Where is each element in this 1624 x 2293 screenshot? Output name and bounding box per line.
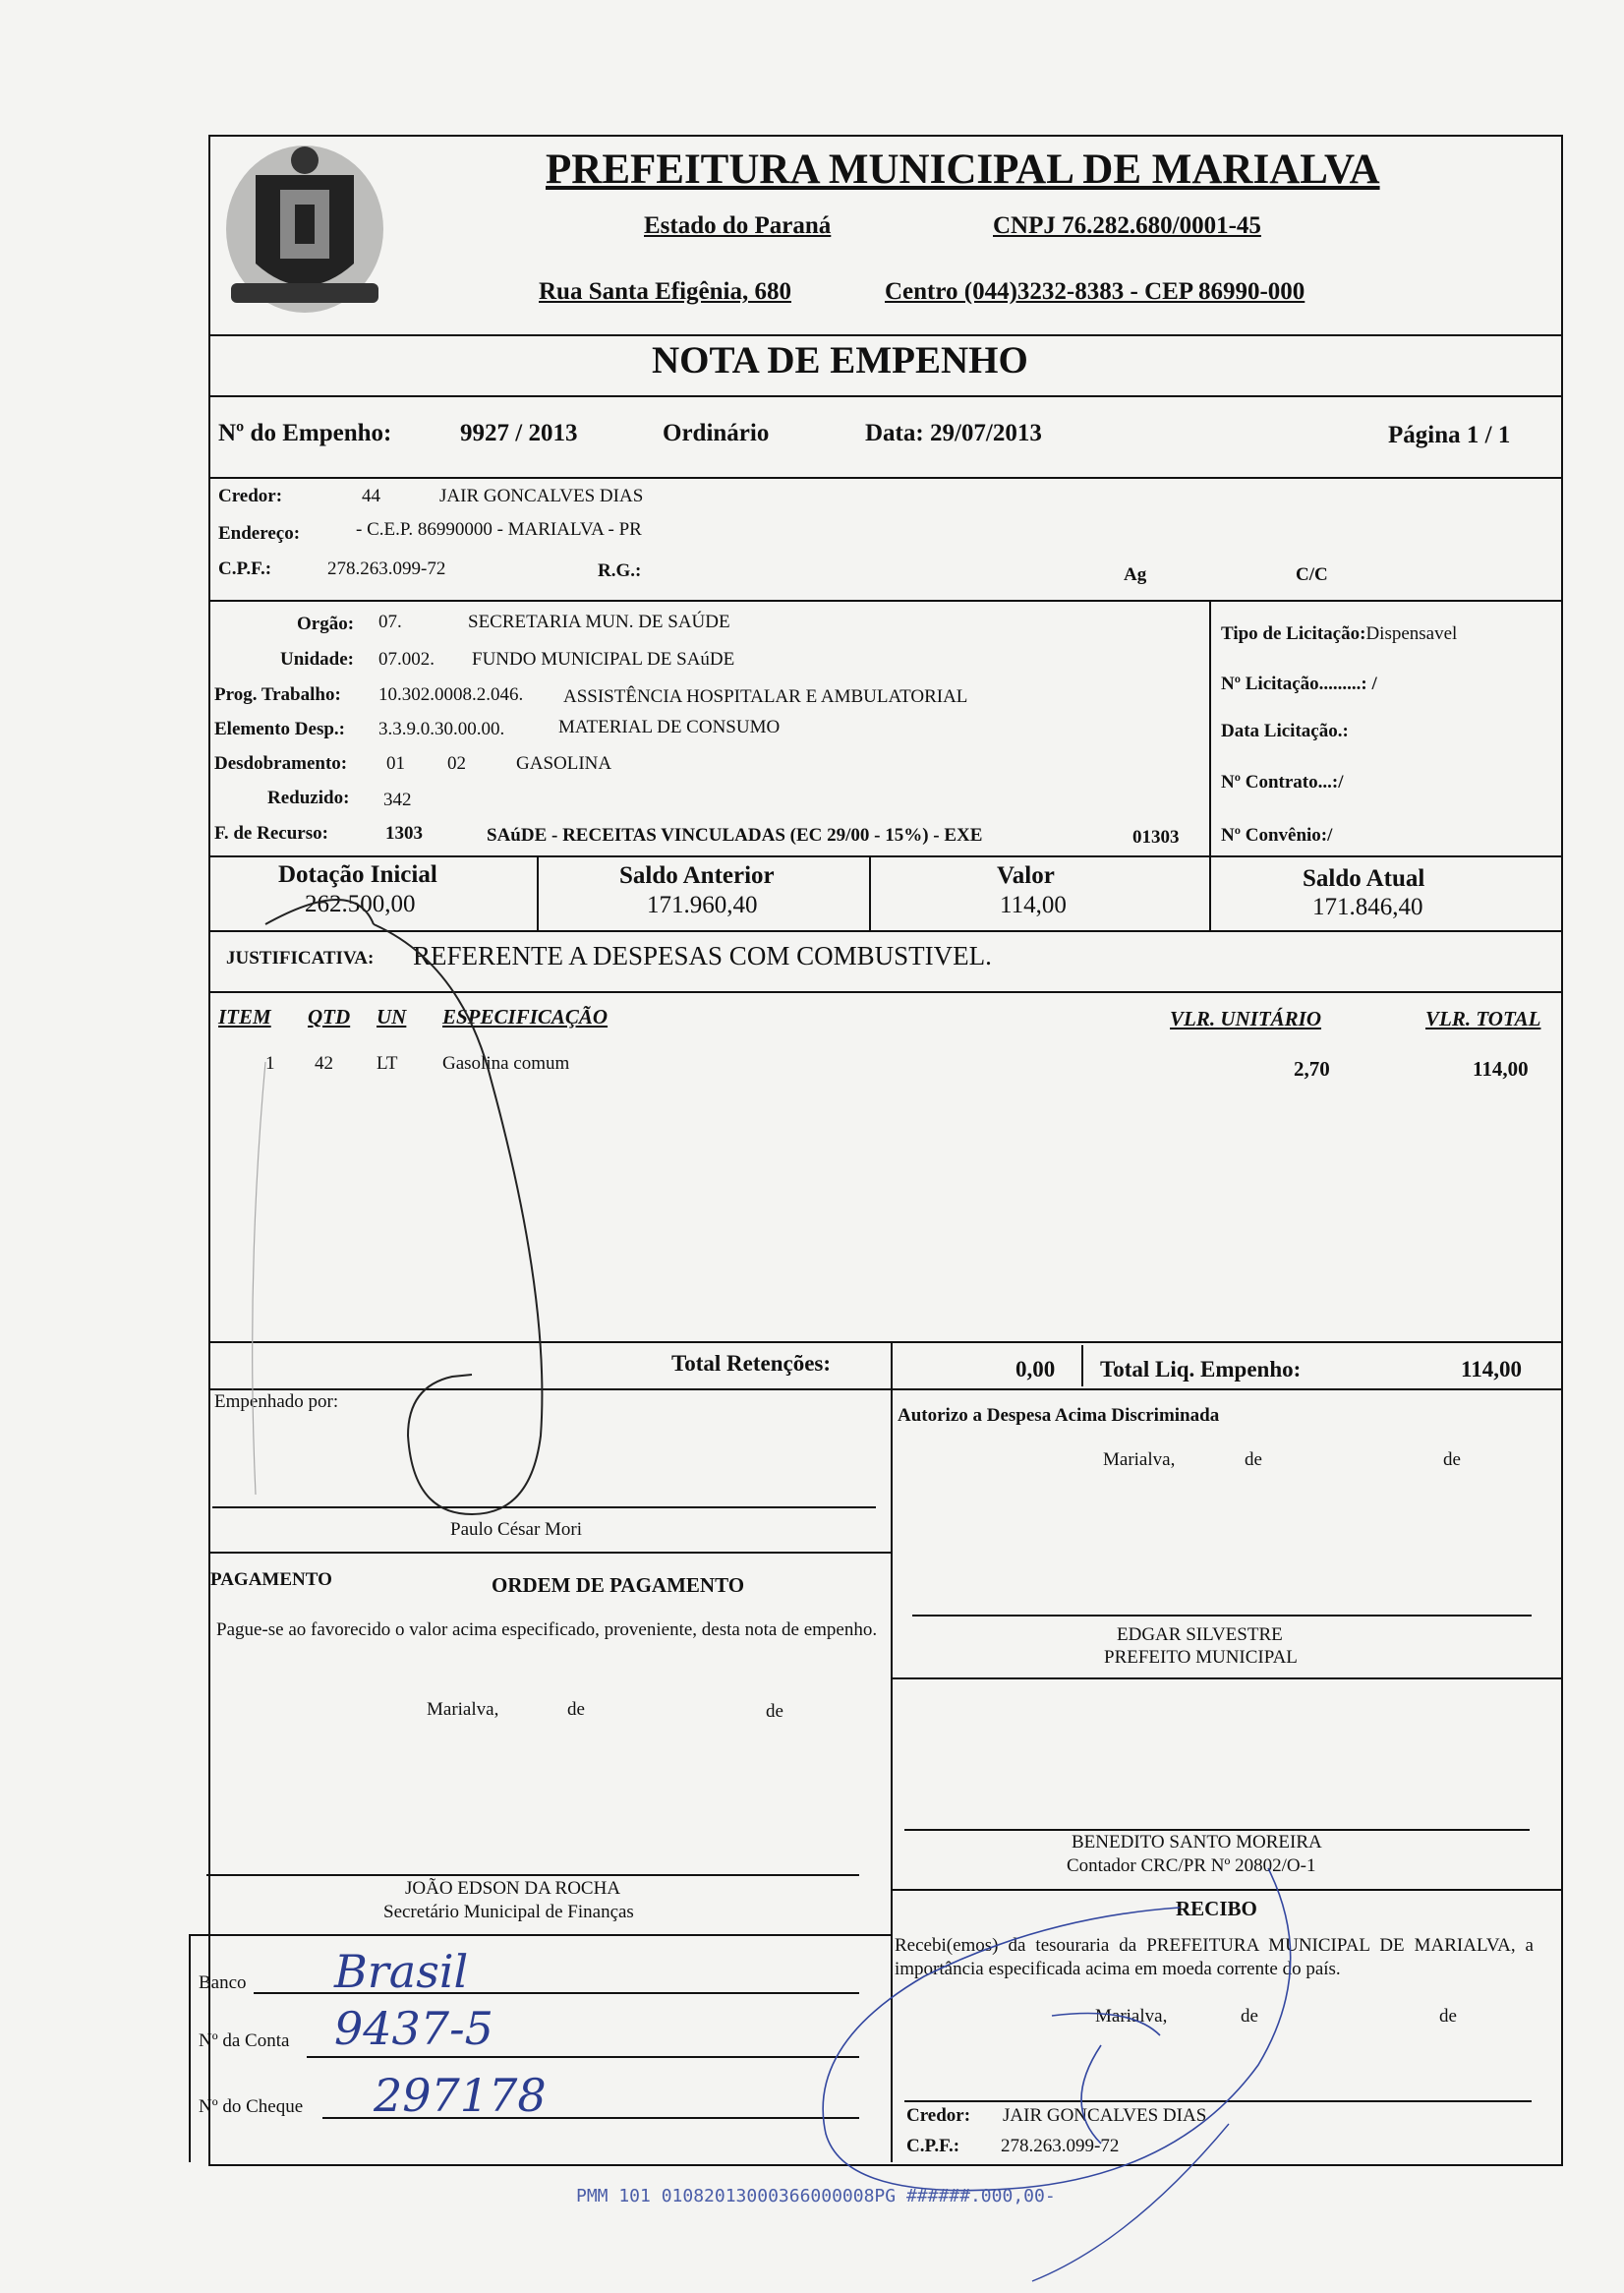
saldo-anterior-label: Saldo Anterior [619,862,775,889]
cpf-value: 278.263.099-72 [327,559,446,579]
secretario-name: JOÃO EDSON DA ROCHA [405,1878,621,1899]
cpf-label: C.P.F.: [218,559,272,579]
item-unit-value: 2,70 [1294,1057,1330,1081]
item-number: 1 [265,1053,275,1074]
orgao-desc: SECRETARIA MUN. DE SAÚDE [468,612,730,632]
footer-code: PMM 101 01082013000366000008PG ######.000,00- [576,2186,1056,2206]
tipo-licitacao: Tipo de Licitação:Dispensavel [1221,623,1458,644]
col-qtd: QTD [308,1005,351,1029]
autorizo-de2: de [1443,1449,1461,1470]
document-type-title: NOTA DE EMPENHO [652,339,1028,382]
prefeito-title: PREFEITO MUNICIPAL [1104,1647,1298,1668]
unidade-desc: FUNDO MUNICIPAL DE SAúDE [472,649,735,670]
item-total-value: 114,00 [1473,1057,1529,1081]
item-spec: Gasolina comum [442,1053,570,1074]
item-qtd: 42 [315,1053,333,1074]
empenho-type: Ordinário [663,420,770,446]
cheque-handwritten: 297178 [374,2069,547,2122]
prefeito-name: EDGAR SILVESTRE [1117,1624,1283,1645]
fonte-desc: SAúDE - RECEITAS VINCULADAS (EC 29/00 - 15%) - EXE [487,825,983,846]
saldo-atual-label: Saldo Atual [1303,865,1425,892]
fonte-value: 1303 [385,823,423,844]
endereco-label: Endereço: [218,523,301,544]
dotacao-inicial-label: Dotação Inicial [278,861,437,888]
fonte-code: 01303 [1132,827,1180,848]
rg-label: R.G.: [598,560,642,581]
address-rest: Centro (044)3232-8383 - CEP 86990-000 [885,278,1305,305]
banco-label: Banco [199,1972,247,1993]
secretario-title: Secretário Municipal de Finanças [383,1902,634,1922]
pagamento-text: Pague-se ao favorecido o valor acima especificado, proveniente, desta nota de empenho. [216,1619,878,1640]
valor-label: Valor [997,862,1055,889]
desd-label: Desdobramento: [214,753,348,774]
prog-label: Prog. Trabalho: [214,684,341,705]
recibo-text: Recebi(emos) da tesouraria da PREFEITURA MUNICIPAL DE MARIALVA, a importância especificada acima em moeda corrente do país. [895,1935,1534,1979]
cheque-label: Nº do Cheque [199,2096,304,2117]
recibo-cpf-value: 278.263.099-72 [1001,2136,1120,2156]
recibo-credor-value: JAIR GONCALVES DIAS [1003,2105,1207,2126]
signature-scribble-black [226,885,668,1554]
convenio: Nº Convênio:/ [1221,825,1333,846]
pagamento-label: PAGAMENTO [210,1569,332,1590]
page-number: Página 1 / 1 [1388,422,1511,448]
total-retencoes-value: 0,00 [1015,1357,1056,1382]
contador-title: Contador CRC/PR Nº 20802/O-1 [1067,1855,1316,1876]
saldo-anterior-value: 171.960,40 [647,892,758,918]
total-liq-value: 114,00 [1461,1357,1522,1382]
recibo-title: RECIBO [1176,1897,1257,1920]
unidade-label: Unidade: [280,649,354,670]
prog-value: 10.302.0008.2.046. [378,684,524,705]
reduzido-value: 342 [383,790,412,810]
desd-a: 01 [386,753,405,774]
data-licitacao: Data Licitação.: [1221,721,1349,741]
conta-handwritten: 9437-5 [334,2002,493,2055]
recibo-de1: de [1241,2006,1258,2027]
dotacao-inicial-value: 262.500,00 [305,891,416,917]
empenho-number: 9927 / 2013 [460,420,578,446]
autorizo-label: Autorizo a Despesa Acima Discriminada [898,1405,1220,1426]
col-especificacao: ESPECIFICAÇÃO [442,1005,609,1029]
prog-desc: ASSISTÊNCIA HOSPITALAR E AMBULATORIAL [563,686,968,707]
contrato: Nº Contrato...:/ [1221,772,1344,793]
total-liq-label: Total Liq. Empenho: [1100,1357,1302,1382]
col-item: ITEM [218,1005,271,1029]
credor-label: Credor: [218,486,283,506]
recibo-cpf-label: C.P.F.: [906,2136,960,2156]
justificativa-label: JUSTIFICATIVA: [226,948,375,969]
orgao-value: 07. [378,612,402,632]
contador-name: BENEDITO SANTO MOREIRA [1072,1832,1322,1852]
recibo-credor-label: Credor: [906,2105,971,2126]
empenhado-name: Paulo César Mori [450,1519,583,1540]
credor-code: 44 [362,486,380,506]
desd-desc: GASOLINA [516,753,612,774]
pagamento-city: Marialva, [427,1699,499,1720]
coat-of-arms-logo [211,136,398,332]
empenho-label: Nº do Empenho: [218,420,392,446]
cnpj-label: CNPJ 76.282.680/0001-45 [993,212,1261,239]
credor-name: JAIR GONCALVES DIAS [439,486,644,506]
num-licitacao: Nº Licitação.........: / [1221,674,1377,694]
total-retencoes-label: Total Retenções: [671,1351,832,1376]
col-vlr-unitario: VLR. UNITÁRIO [1170,1007,1322,1030]
elem-label: Elemento Desp.: [214,719,345,739]
orgao-label: Orgão: [297,614,355,634]
page-title: PREFEITURA MUNICIPAL DE MARIALVA [546,147,1380,193]
banco-handwritten: Brasil [334,1945,469,1998]
ag-label: Ag [1124,564,1147,585]
elem-value: 3.3.9.0.30.00.00. [378,719,505,739]
ordem-pagamento-label: ORDEM DE PAGAMENTO [492,1573,745,1597]
empenhado-label: Empenhado por: [214,1391,339,1412]
item-un: LT [377,1053,398,1074]
pagamento-de1: de [567,1699,585,1720]
justificativa-text: REFERENTE A DESPESAS COM COMBUSTIVEL. [413,941,992,970]
conta-label: Nº da Conta [199,2030,290,2051]
pagamento-de2: de [766,1701,783,1722]
desd-b: 02 [447,753,466,774]
autorizo-de1: de [1245,1449,1262,1470]
cc-label: C/C [1296,564,1328,585]
col-vlr-total: VLR. TOTAL [1425,1007,1541,1030]
address-label: Rua Santa Efigênia, 680 [539,278,791,305]
unidade-value: 07.002. [378,649,435,670]
endereco-value: - C.E.P. 86990000 - MARIALVA - PR [356,519,642,540]
reduzido-label: Reduzido: [267,788,350,808]
state-label: Estado do Paraná [644,212,832,239]
autorizo-city: Marialva, [1103,1449,1176,1470]
valor-value: 114,00 [1000,892,1067,918]
recibo-de2: de [1439,2006,1457,2027]
elem-desc: MATERIAL DE CONSUMO [558,717,781,737]
fonte-label: F. de Recurso: [214,823,328,844]
empenho-date: Data: 29/07/2013 [865,420,1042,446]
recibo-city: Marialva, [1095,2006,1168,2027]
col-un: UN [377,1005,407,1029]
saldo-atual-value: 171.846,40 [1312,894,1423,920]
signature-scribble-blue [806,1849,1317,2291]
